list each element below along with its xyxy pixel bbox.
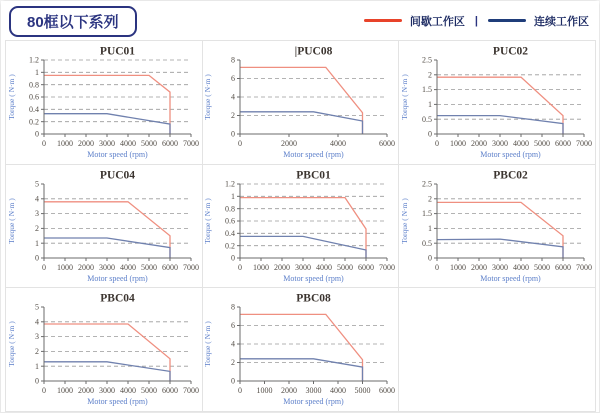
x-tick-label: 4000 <box>513 139 530 148</box>
y-tick-label: 5 <box>34 302 39 312</box>
x-tick-label: 0 <box>238 139 243 148</box>
y-axis-label: Torque ( N·m ) <box>203 74 213 120</box>
x-tick-label: 7000 <box>576 262 593 272</box>
intermittent-line-swatch <box>364 19 402 22</box>
series-badge-label: 80框以下系列 <box>27 14 119 31</box>
x-axis-label: Motor speed (rpm) <box>283 150 345 159</box>
continuous-curve <box>437 239 563 258</box>
chart-title: PBC08 <box>296 292 332 305</box>
continuous-line-swatch <box>488 19 526 22</box>
y-tick-label: 1.2 <box>28 55 39 65</box>
x-tick-label: 2000 <box>281 386 298 396</box>
y-tick-label: 4 <box>34 194 39 204</box>
x-tick-label: 5000 <box>354 386 371 396</box>
x-tick-label: 4000 <box>513 262 530 272</box>
intermittent-curve <box>240 197 366 257</box>
x-tick-label: 7000 <box>182 139 199 148</box>
y-tick-label: 2 <box>428 70 433 80</box>
x-tick-label: 7000 <box>379 262 396 272</box>
y-axis-label: Torque ( N·m ) <box>203 321 213 368</box>
y-tick-label: 2 <box>428 194 433 204</box>
x-tick-label: 6000 <box>379 386 396 396</box>
x-tick-label: 0 <box>238 262 243 272</box>
y-tick-label: 4 <box>34 317 39 327</box>
x-tick-label: 3000 <box>492 139 509 148</box>
x-axis-label: Motor speed (rpm) <box>87 273 148 283</box>
y-axis-label: Torque ( N·m ) <box>400 197 410 244</box>
legend-separator: | <box>474 14 478 27</box>
x-tick-label: 3000 <box>98 386 115 396</box>
x-tick-label: 6000 <box>161 139 178 148</box>
y-axis-label: Torque ( N·m ) <box>6 74 16 120</box>
x-tick-label: 5000 <box>140 386 157 396</box>
chart-title: |PUC08 <box>295 45 333 58</box>
x-tick-label: 1000 <box>450 262 467 272</box>
intermittent-curve <box>437 202 563 258</box>
y-tick-label: 0.2 <box>225 240 236 250</box>
y-tick-label: 2.5 <box>422 55 433 65</box>
continuous-curve <box>44 362 170 381</box>
x-tick-label: 2000 <box>274 262 291 272</box>
y-axis-label: Torque ( N·m ) <box>203 197 213 244</box>
chart-title: PBC01 <box>296 169 332 182</box>
y-tick-label: 0 <box>34 376 39 386</box>
empty-cell <box>399 288 596 412</box>
chart-puc04 <box>7 167 201 289</box>
y-axis-label: Torque ( N·m ) <box>6 321 16 368</box>
y-tick-label: 0.4 <box>28 104 39 114</box>
x-tick-label: 5000 <box>337 262 354 272</box>
chart-cell-pbc08 <box>203 288 400 412</box>
header <box>1 1 599 40</box>
continuous-curve <box>437 116 563 134</box>
x-tick-label: 0 <box>41 262 46 272</box>
chart-title: PUC02 <box>493 45 529 58</box>
x-tick-label: 6000 <box>555 139 572 148</box>
y-tick-label: 1 <box>34 67 39 77</box>
y-tick-label: 0.8 <box>28 80 39 90</box>
y-tick-label: 0 <box>428 253 433 263</box>
x-tick-label: 7000 <box>576 139 593 148</box>
x-tick-label: 2000 <box>471 262 488 272</box>
x-tick-label: 0 <box>435 262 440 272</box>
x-tick-label: 4000 <box>330 386 347 396</box>
x-tick-label: 2000 <box>77 139 94 148</box>
chart-cell-pbc02 <box>399 165 596 289</box>
y-tick-label: 0 <box>34 253 39 263</box>
chart-grid <box>5 40 596 412</box>
x-tick-label: 3000 <box>305 386 322 396</box>
chart-cell-puc01 <box>6 41 203 165</box>
chart-pbc01 <box>203 167 397 289</box>
y-tick-label: 2.5 <box>422 179 433 189</box>
continuous-curve <box>240 236 366 258</box>
x-tick-label: 3000 <box>295 262 312 272</box>
chart-pbc02 <box>400 167 594 289</box>
y-tick-label: 2 <box>231 358 236 368</box>
x-tick-label: 6000 <box>161 262 178 272</box>
chart-cell-puc08 <box>203 41 400 165</box>
x-tick-label: 4000 <box>119 262 136 272</box>
y-tick-label: 1.2 <box>225 179 236 189</box>
x-tick-label: 1000 <box>256 386 273 396</box>
x-tick-label: 6000 <box>555 262 572 272</box>
x-axis-label: Motor speed (rpm) <box>480 273 541 283</box>
x-tick-label: 4000 <box>330 139 347 148</box>
x-tick-label: 1000 <box>56 139 73 148</box>
y-tick-label: 1 <box>231 191 236 201</box>
y-tick-label: 1 <box>428 223 433 233</box>
y-tick-label: 0.2 <box>28 117 39 127</box>
y-tick-label: 6 <box>231 74 236 84</box>
intermittent-curve <box>240 67 363 134</box>
chart-cell-puc02 <box>399 41 596 165</box>
continuous-curve <box>240 359 363 381</box>
y-tick-label: 1.5 <box>422 85 433 95</box>
y-tick-label: 0.5 <box>422 114 433 124</box>
y-tick-label: 0 <box>34 129 39 139</box>
x-tick-label: 4000 <box>119 139 136 148</box>
x-tick-label: 2000 <box>77 386 94 396</box>
y-tick-label: 1.5 <box>422 208 433 218</box>
y-tick-label: 3 <box>34 332 39 342</box>
x-tick-label: 4000 <box>316 262 333 272</box>
y-tick-label: 8 <box>231 55 236 65</box>
x-tick-label: 5000 <box>534 139 551 148</box>
x-axis-label: Motor speed (rpm) <box>283 273 345 283</box>
y-tick-label: 1 <box>34 238 39 248</box>
continuous-curve <box>44 238 170 258</box>
x-axis-label: Motor speed (rpm) <box>283 397 345 407</box>
x-tick-label: 2000 <box>471 139 488 148</box>
x-tick-label: 3000 <box>98 139 115 148</box>
x-tick-label: 5000 <box>140 262 157 272</box>
x-tick-label: 5000 <box>140 139 157 148</box>
chart-puc01 <box>7 43 201 165</box>
y-tick-label: 0 <box>428 129 433 139</box>
x-tick-label: 0 <box>41 386 46 396</box>
intermittent-curve <box>240 315 363 382</box>
continuous-curve <box>240 112 363 134</box>
y-tick-label: 8 <box>231 302 236 312</box>
x-tick-label: 7000 <box>182 386 199 396</box>
y-tick-label: 0.6 <box>225 216 236 226</box>
y-tick-label: 3 <box>34 208 39 218</box>
chart-title: PUC04 <box>99 169 135 182</box>
legend <box>364 13 589 29</box>
intermittent-curve <box>437 77 563 134</box>
intermittent-label: 间歇工作区 <box>409 15 465 28</box>
continuous-label: 连续工作区 <box>534 15 589 28</box>
chart-title: PUC01 <box>99 45 135 58</box>
x-tick-label: 2000 <box>281 139 298 148</box>
y-tick-label: 0 <box>231 376 236 386</box>
chart-cell-puc04 <box>6 165 203 289</box>
intermittent-curve <box>44 324 170 381</box>
x-tick-label: 6000 <box>161 386 178 396</box>
x-tick-label: 1000 <box>56 386 73 396</box>
chart-title: PBC02 <box>493 169 528 182</box>
x-axis-label: Motor speed (rpm) <box>480 150 541 159</box>
x-tick-label: 2000 <box>77 262 94 272</box>
chart-cell-pbc04 <box>6 288 203 412</box>
chart-cell-pbc01 <box>203 165 400 289</box>
chart-puc02 <box>400 43 594 165</box>
y-tick-label: 0 <box>231 253 236 263</box>
chart-title: PBC04 <box>100 292 135 305</box>
y-axis-label: Torque ( N·m ) <box>400 74 410 120</box>
y-tick-label: 2 <box>34 347 39 357</box>
series-badge <box>9 6 137 37</box>
y-tick-label: 2 <box>34 223 39 233</box>
y-tick-label: 1 <box>428 100 433 109</box>
y-tick-label: 2 <box>231 111 236 121</box>
x-tick-label: 5000 <box>534 262 551 272</box>
y-tick-label: 4 <box>231 92 236 102</box>
x-tick-label: 3000 <box>98 262 115 272</box>
x-tick-label: 0 <box>238 386 243 396</box>
chart-puc08 <box>203 43 397 165</box>
continuous-curve <box>44 114 170 134</box>
intermittent-curve <box>44 201 170 257</box>
y-tick-label: 1 <box>34 362 39 372</box>
chart-pbc08 <box>203 290 397 412</box>
x-tick-label: 7000 <box>182 262 199 272</box>
y-tick-label: 0 <box>231 129 236 139</box>
y-tick-label: 0.6 <box>28 92 39 102</box>
y-tick-label: 6 <box>231 321 236 331</box>
x-axis-label: Motor speed (rpm) <box>87 397 148 407</box>
axes <box>44 307 191 381</box>
intermittent-curve <box>44 75 170 134</box>
y-tick-label: 0.8 <box>225 203 236 213</box>
y-tick-label: 0.4 <box>225 228 236 238</box>
y-tick-label: 4 <box>231 339 236 349</box>
x-tick-label: 6000 <box>379 139 396 148</box>
x-tick-label: 4000 <box>119 386 136 396</box>
y-tick-label: 5 <box>34 179 39 189</box>
x-tick-label: 1000 <box>56 262 73 272</box>
chart-pbc04 <box>7 290 201 412</box>
x-axis-label: Motor speed (rpm) <box>87 150 148 159</box>
x-tick-label: 3000 <box>492 262 509 272</box>
x-tick-label: 6000 <box>358 262 375 272</box>
x-tick-label: 0 <box>435 139 440 148</box>
x-tick-label: 1000 <box>450 139 467 148</box>
x-tick-label: 1000 <box>253 262 270 272</box>
y-tick-label: 0.5 <box>422 238 433 248</box>
x-tick-label: 0 <box>41 139 46 148</box>
y-axis-label: Torque ( N·m ) <box>6 197 16 244</box>
